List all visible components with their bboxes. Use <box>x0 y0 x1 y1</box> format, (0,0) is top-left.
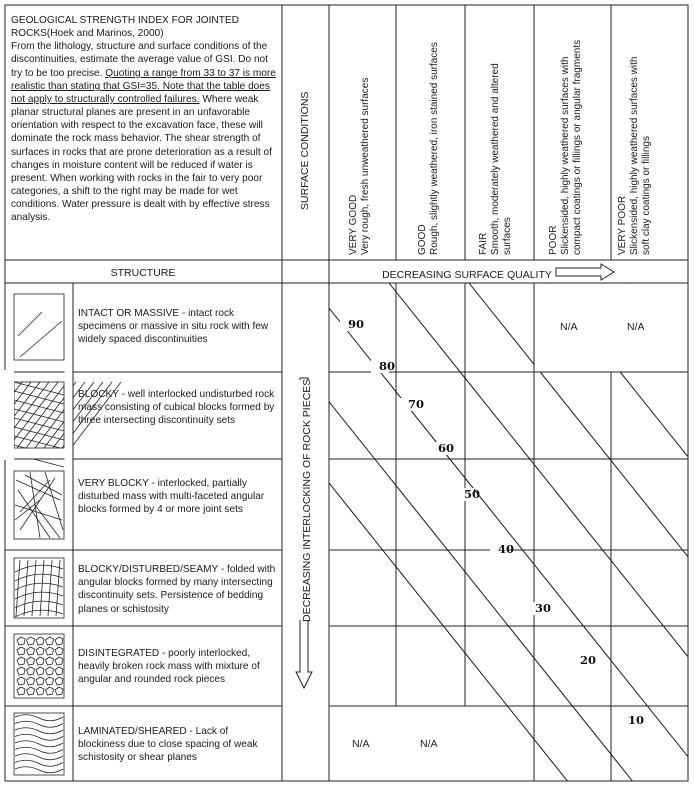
col-very-good-desc: Very rough, fresh unweathered surfaces <box>360 77 371 255</box>
surface-conditions-header: SURFACE CONDITIONS <box>299 91 311 210</box>
chart-title-line1: GEOLOGICAL STRENGTH INDEX FOR JOINTED <box>11 15 239 26</box>
gsi-label-10: 10 <box>628 713 645 727</box>
structure-header: STRUCTURE <box>110 267 176 279</box>
col-very-good-name: VERY GOOD <box>348 194 359 255</box>
gsi-label-40: 40 <box>498 542 515 556</box>
intro-body-a: From the lithology, structure and surface conditions of the discontinuities, estimate the average value of GSI. Do not try to be too precise. <box>11 41 268 79</box>
col-very-poor-name: VERY POOR <box>617 195 628 255</box>
intact-rock-icon <box>14 294 64 360</box>
row-blocky: BLOCKY - well interlocked undisturbed rock mass consisting of cubical blocks formed by three intersecting discontinuity sets <box>78 389 275 427</box>
row-seamy: BLOCKY/DISTURBED/SEAMY - folded with angular blocks formed by many intersecting discontinuity sets. Persistence of bedding planes or schistosity <box>78 564 276 615</box>
col-poor-desc: Slickensided, highly weathered surfaces with <box>560 56 571 255</box>
na-good-laminated: N/A <box>420 738 438 750</box>
col-fair-desc: Smooth, moderately weathered and altered <box>490 63 501 255</box>
gsi-label-20: 20 <box>580 653 597 667</box>
decreasing-surface-quality-label: DECREASING SURFACE QUALITY <box>382 269 552 281</box>
intro-body-b: Where weak planar structural planes are present in an unfavorable orientation with respect to the excavation face, these will dominate the rock mass behavior. The shear strength of surfaces in rocks that are prone deterioration as a result of changes in moisture content will be reduced if water is present. When working with rocks in the fair to very poor categories, a shift to the right may be made for wet conditions. Water pressure is dealt with by effective stress analysis. <box>11 93 272 224</box>
gsi-label-60: 60 <box>438 441 455 455</box>
disintegrated-rock-icon <box>14 634 64 698</box>
intro-body-underlined: Quoting a range from 33 to 37 is more realistic than stating that GSI=35. Note that the table does not apply to structurally controlled failures. <box>11 67 276 105</box>
gsi-label-50: 50 <box>464 487 481 501</box>
row-disintegrated: DISINTEGRATED - poorly interlocked, heavily broken rock mass with mixture of angular and rounded rock pieces <box>78 648 260 686</box>
gsi-label-70: 70 <box>408 397 425 411</box>
col-good-desc: Rough, slightly weathered, iron stained surfaces <box>429 42 440 255</box>
gsi-label-80: 80 <box>379 359 396 373</box>
na-verygood-laminated: N/A <box>352 738 370 750</box>
very-blocky-rock-icon <box>14 471 64 539</box>
col-good-name: GOOD <box>417 224 428 255</box>
col-poor-name: POOR <box>548 225 559 255</box>
row-very-blocky: VERY BLOCKY - interlocked, partially disturbed mass with multi-faceted angular blocks formed by 4 or more joint sets <box>78 478 265 516</box>
surface-column-headers <box>299 40 652 255</box>
col-very-poor-desc: Slickensided, highly weathered surfaces with <box>629 56 640 255</box>
na-verypoor-intact: N/A <box>627 321 645 333</box>
decreasing-interlocking-label: DECREASING INTERLOCKING OF ROCK PIECES <box>301 378 313 622</box>
intro-text <box>11 14 279 225</box>
chart-title-line2: ROCKS(Hoek and Marinos, 2000) <box>11 28 164 40</box>
gsi-label-90: 90 <box>348 317 365 331</box>
laminated-rock-icon <box>14 713 64 775</box>
row-laminated: LAMINATED/SHEARED - Lack of blockiness due to close spacing of weak schistosity or shear planes <box>78 726 258 764</box>
right-arrow-icon <box>556 264 614 280</box>
seamy-rock-icon <box>14 558 64 618</box>
na-poor-intact: N/A <box>560 321 578 333</box>
col-poor-desc2: compact coatings or fillings or angular fragments <box>572 39 583 255</box>
col-very-poor-desc2: soft clay coatings or fillings <box>641 136 652 255</box>
col-fair-desc2: surfaces <box>502 217 513 255</box>
row-intact: INTACT OR MASSIVE - intact rock specimens or massive in situ rock with few widely spaced discontinuities <box>78 308 269 346</box>
gsi-line <box>329 308 688 757</box>
col-fair-name: FAIR <box>478 232 489 255</box>
gsi-label-30: 30 <box>535 601 552 615</box>
